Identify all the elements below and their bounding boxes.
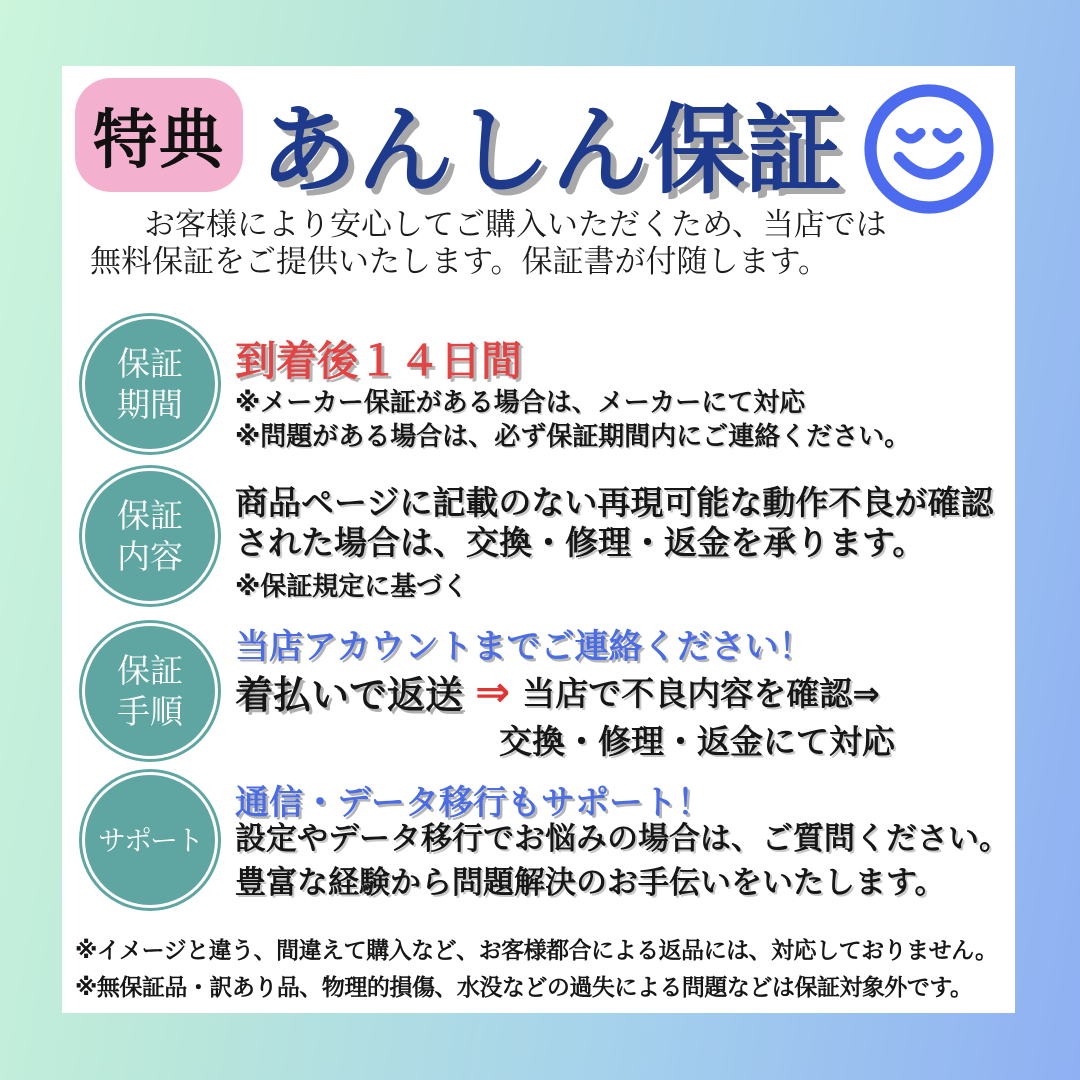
circle-support [82, 772, 218, 908]
disclaimer-notes [75, 932, 1007, 1006]
benefit-badge [75, 78, 243, 192]
circle-warranty-coverage-line2: 内容 [117, 538, 183, 575]
support-body-line1: 設定やデータ移行でお悩みの場合は、ご質問ください。 [235, 821, 1010, 856]
circle-warranty-period [82, 316, 218, 452]
warranty-coverage-body-line2: された場合は、交換・修理・返金を承ります。 [235, 524, 926, 561]
page-title: あんしん保証 [260, 96, 842, 205]
step-confirm-label: 当店で不良内容を確認⇒ [522, 675, 880, 712]
intro-line-1: お客様により安心してご購入いただくため、当店では [144, 207, 887, 242]
support-body [235, 817, 1010, 905]
circle-support-label: サポート [97, 824, 202, 856]
step-return-label: 着払いで返送 [235, 675, 464, 717]
warranty-coverage-body [235, 483, 993, 563]
warranty-period-note-2: ※問題がある場合は、必ず保証期間内にご連絡ください。 [235, 421, 911, 451]
smiley-relieved-icon [861, 81, 997, 217]
circle-warranty-procedure-line2: 手順 [117, 693, 183, 730]
warranty-procedure-heading: 当店アカウントまでご連絡ください！ [235, 628, 813, 666]
circle-warranty-period-line2: 期間 [117, 386, 183, 423]
disclaimer-note-1: ※イメージと違う、間違えて購入など、お客様都合による返品には、対応しておりません。 [75, 937, 998, 963]
circle-warranty-coverage-line1: 保証 [117, 497, 183, 534]
circle-warranty-coverage [82, 468, 218, 604]
disclaimer-note-2: ※無保証品・訳あり品、物理的損傷、水没などの過失による問題などは保証対象外です。 [75, 974, 973, 1000]
support-heading: 通信・データ移行もサポート！ [235, 784, 711, 822]
warranty-card [62, 66, 1015, 1013]
warranty-period-notes [235, 385, 910, 453]
warranty-period-note-1: ※メーカー保証がある場合は、メーカーにて対応 [235, 387, 806, 417]
red-arrow-icon: ⇒ [475, 668, 511, 715]
intro-text [90, 206, 990, 280]
step-resolution-label: 交換・修理・返金にて対応 [499, 723, 895, 760]
circle-warranty-period-line1: 保証 [117, 345, 183, 382]
circle-warranty-procedure [82, 623, 218, 759]
support-body-line2: 豊富な経験から問題解決のお手伝いをいたします。 [235, 865, 946, 900]
warranty-coverage-body-line1: 商品ページに記載のない再現可能な動作不良が確認 [235, 484, 994, 521]
benefit-badge-label: 特典 [93, 104, 225, 176]
circle-warranty-procedure-line1: 保証 [117, 652, 183, 689]
intro-line-2: 無料保証をご提供いたします。保証書が付随します。 [90, 244, 830, 279]
warranty-coverage-note: ※保証規定に基づく [235, 571, 469, 601]
warranty-procedure-step [235, 664, 880, 719]
warranty-period-heading: 到着後１４日間 [235, 338, 522, 384]
